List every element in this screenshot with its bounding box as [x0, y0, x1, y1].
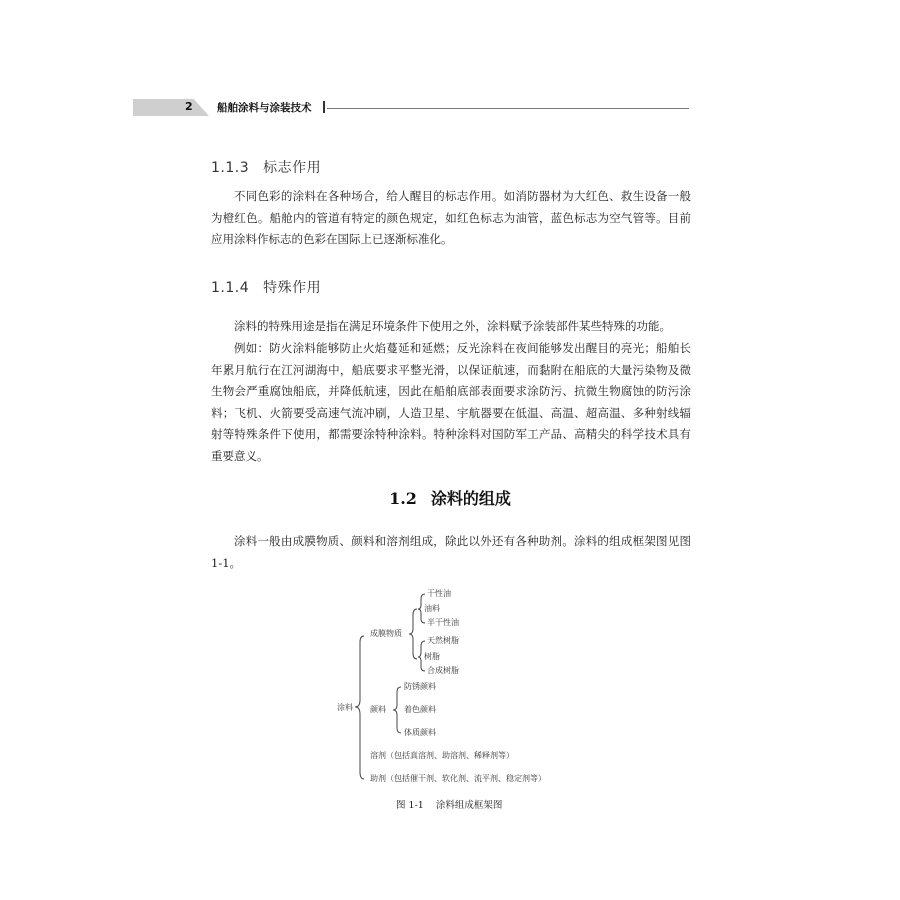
tree-node-additive: 助剂（包括催干剂、软化剂、流平剂、稳定剂等） — [370, 774, 546, 783]
section-title: 特殊作用 — [263, 280, 322, 296]
section-number: 1.2 — [389, 489, 417, 508]
brace-film — [409, 609, 417, 659]
book-title: 船舶涂料与涂装技术 — [217, 102, 312, 114]
tree-node-film: 成膜物质 — [370, 629, 402, 638]
tree-root: 涂料 — [337, 703, 353, 712]
brace-main — [355, 636, 364, 779]
paragraph-marking-use: 不同色彩的涂料在各种场合，给人醒目的标志作用。如消防器材为大红色、救生设备一般为橙红色。船舱内的管道有特定的颜色规定，如红色标志为油管，蓝色标志为空气管等。目前应用涂料作标志的色彩在国际上已逐渐标准化。 — [211, 189, 691, 246]
figure-title: 涂料组成框架图 — [435, 800, 503, 811]
tree-leaf: 合成树脂 — [427, 666, 459, 675]
tree-leaf: 体质颜料 — [404, 728, 436, 737]
brace-pigment — [393, 687, 401, 733]
tree-leaf: 着色颜料 — [404, 705, 436, 714]
tree-leaf: 半干性油 — [427, 618, 459, 627]
figure-caption — [396, 797, 502, 811]
paragraph-special-use-examples: 例如：防火涂料能够防止火焰蔓延和延燃；反光涂料在夜间能够发出醒目的亮光；船舶长年累月航行在江河湖海中，船底要求平整光滑，以保证航速，而黏附在船底的大量污染物及微生物会严重腐蚀船底，并降低航速，因此在船舶底部表面要求涂防污、抗微生物腐蚀的防污涂料；飞机、火箭要受高速气流冲刷，人造卫星、宇航器要在低温、高温、超高温、多种射线辐射等特殊条件下使用，都需要涂特种涂料。特种涂料对国防军工产品、高精尖的科学技术具有重要意义。 — [211, 341, 691, 463]
tree-node-solvent: 溶剂（包括真溶剂、助溶剂、稀释剂等） — [370, 751, 514, 760]
tree-node-pigment: 颜料 — [370, 705, 386, 714]
tree-node-oil: 油料 — [424, 604, 440, 613]
section-title: 涂料的组成 — [430, 489, 511, 508]
tree-leaf: 干性油 — [427, 589, 451, 598]
section-number: 1.1.3 — [211, 160, 250, 176]
tree-leaf: 天然树脂 — [427, 636, 459, 645]
paragraph-special-use-intro: 涂料的特殊用途是指在满足环境条件下使用之外，涂料赋予涂装部件某些特殊的功能。 — [234, 319, 671, 333]
figure-number: 图 1-1 — [396, 800, 424, 811]
tree-node-resin: 树脂 — [424, 652, 440, 661]
paragraph-composition: 涂料一般由成膜物质、颜料和溶剂组成，除此以外还有各种助剂。涂料的组成框架图见图 1-1。 — [211, 534, 691, 570]
section-number: 1.1.4 — [211, 280, 250, 296]
tree-leaf: 防锈颜料 — [404, 682, 436, 691]
page-number: 2 — [185, 100, 193, 113]
section-title: 标志作用 — [263, 160, 322, 176]
